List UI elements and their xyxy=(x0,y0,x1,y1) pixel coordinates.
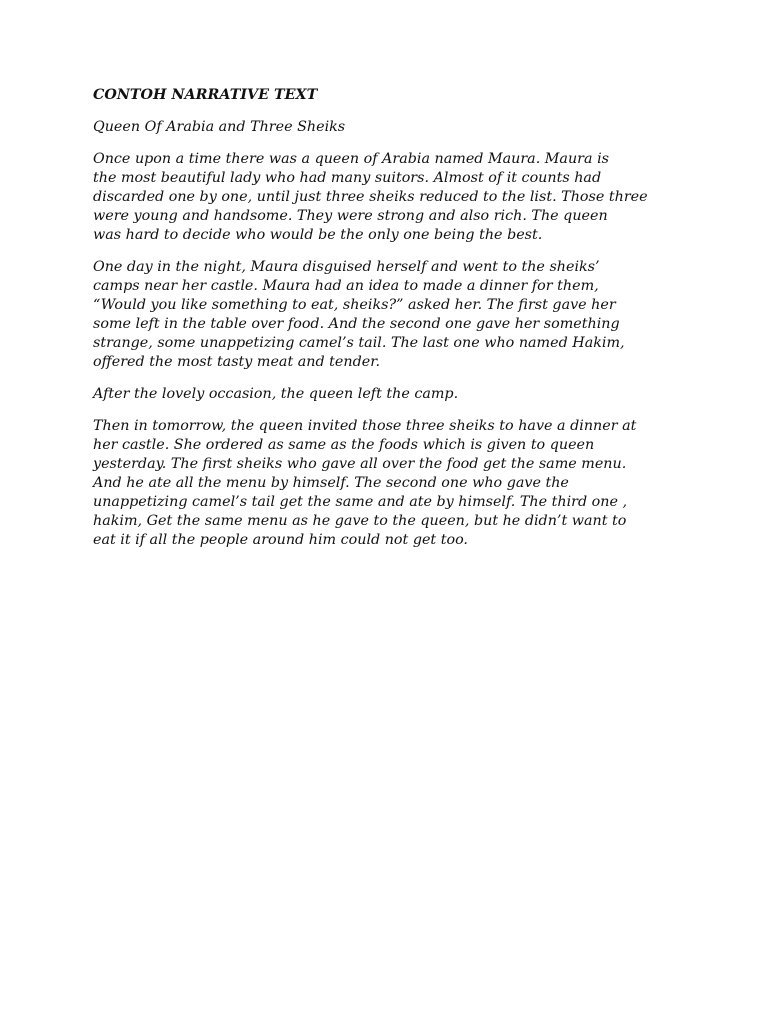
document-body xyxy=(93,86,683,563)
paragraph-4 xyxy=(93,417,683,550)
paragraph-line: And he ate all the menu by himself. The second one who gave the xyxy=(93,475,569,491)
document-title: CONTOH NARRATIVE TEXT xyxy=(93,87,318,103)
paragraph-line: her castle. She ordered as same as the foods which is given to queen xyxy=(93,437,595,453)
paragraph-line: Then in tomorrow, the queen invited those three sheiks to have a dinner at xyxy=(93,418,637,434)
paragraph-line: After the lovely occasion, the queen left the camp. xyxy=(93,386,459,402)
paragraph-line: Once upon a time there was a queen of Arabia named Maura. Maura is xyxy=(93,151,609,167)
paragraph-1 xyxy=(93,150,683,245)
story-title: Queen Of Arabia and Three Sheiks xyxy=(93,119,346,135)
paragraph-line: yesterday. The first sheiks who gave all over the food get the same menu. xyxy=(93,456,627,472)
paragraph-line: One day in the night, Maura disguised herself and went to the sheiks’ xyxy=(93,259,600,275)
paragraph-line: “Would you like something to eat, sheiks?” asked her. The first gave her xyxy=(93,297,616,313)
paragraph-line: eat it if all the people around him could not get too. xyxy=(93,532,468,548)
paragraph-line: hakim, Get the same menu as he gave to the queen, but he didn’t want to xyxy=(93,513,627,529)
paragraph-line: discarded one by one, until just three sheiks reduced to the list. Those three xyxy=(93,189,648,205)
paragraph-line: the most beautiful lady who had many suitors. Almost of it counts had xyxy=(93,170,602,186)
paragraph-line: was hard to decide who would be the only one being the best. xyxy=(93,227,543,243)
paragraph-line: were young and handsome. They were strong and also rich. The queen xyxy=(93,208,608,224)
paragraph-2 xyxy=(93,258,683,372)
paragraph-line: unappetizing camel’s tail get the same and ate by himself. The third one , xyxy=(93,494,628,510)
paragraph-line: some left in the table over food. And the second one gave her something xyxy=(93,316,620,332)
paragraph-line: strange, some unappetizing camel’s tail. The last one who named Hakim, xyxy=(93,335,625,351)
paragraph-line: camps near her castle. Maura had an idea to made a dinner for them, xyxy=(93,278,599,294)
paragraph-line: offered the most tasty meat and tender. xyxy=(93,354,381,370)
paragraph-3 xyxy=(93,385,683,404)
